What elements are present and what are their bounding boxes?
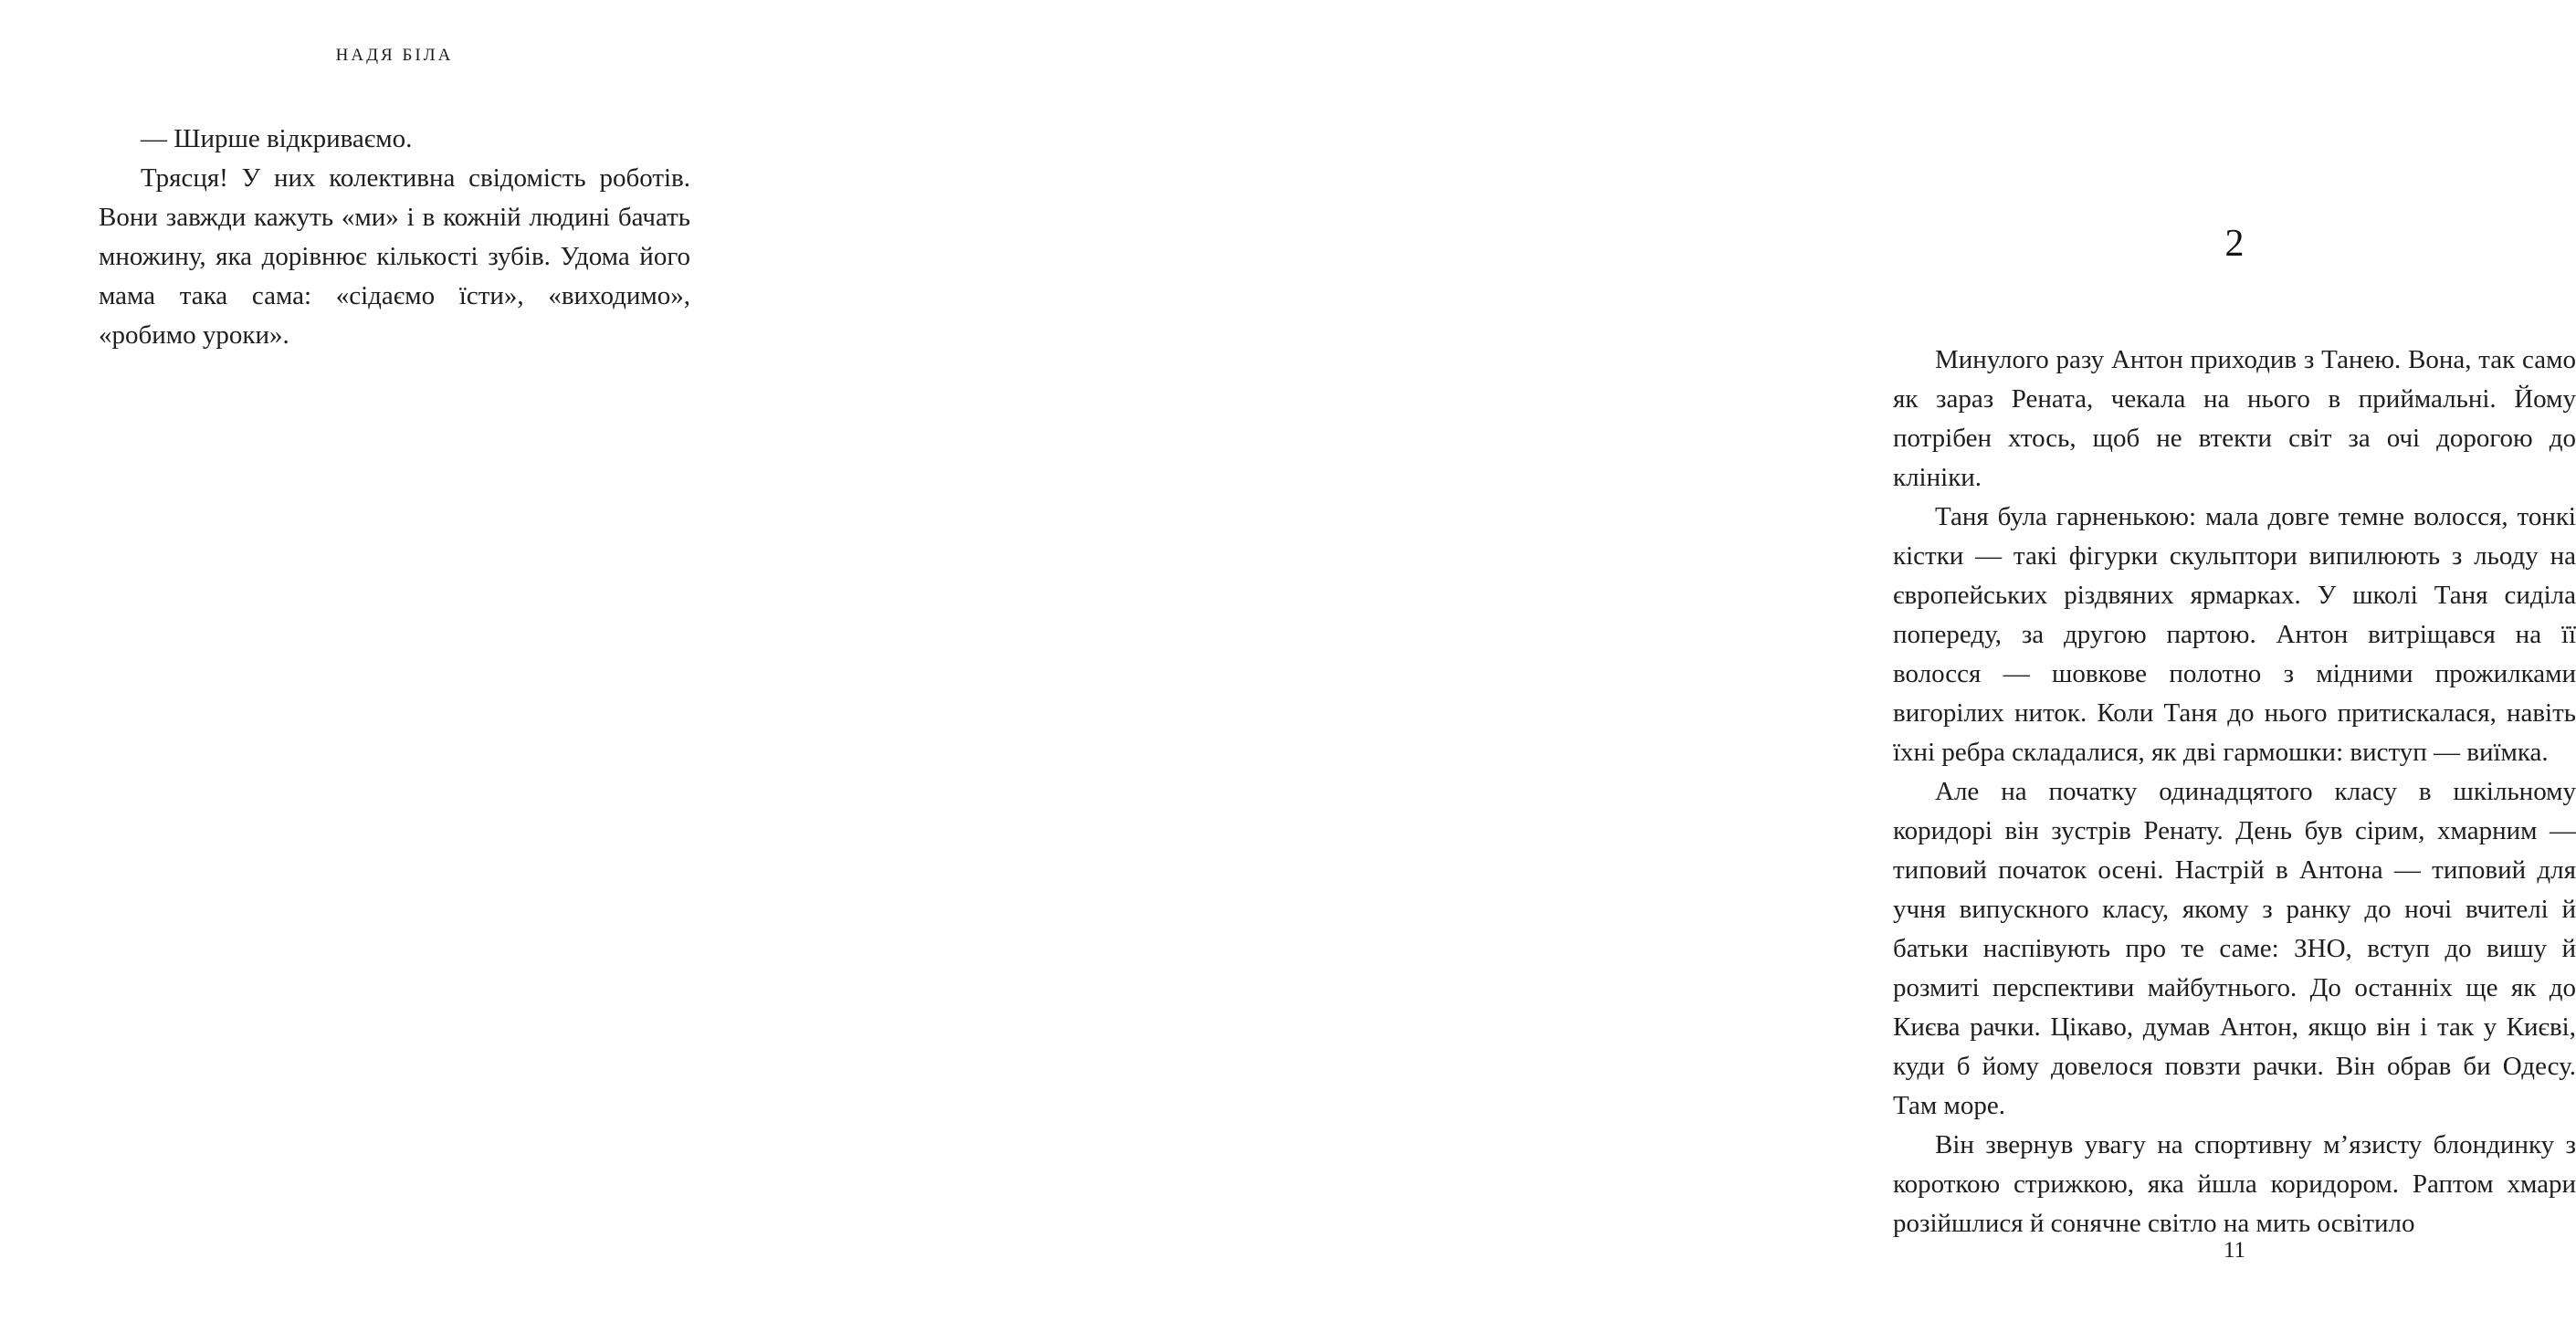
paragraph: Минулого разу Антон приходив з Танею. Вона, так само як зараз Рената, чекала на нього в приймальні. Йому потрібен хтось, щоб не втекти світ за очі дорогою до клініки. xyxy=(1893,345,2576,492)
paragraph-dialogue: — Ширше відкриваємо. xyxy=(141,124,413,153)
left-text-block xyxy=(99,120,690,355)
right-text-block xyxy=(1893,341,2576,1243)
running-header: НАДЯ БІЛА xyxy=(335,46,454,65)
left-page xyxy=(0,0,888,1332)
page-number: 11 xyxy=(2223,1238,2246,1263)
right-page xyxy=(888,0,2576,1332)
paragraph: Таня була гарненькою: мала довге темне волосся, тонкі кістки — такі фігурки скульптори випилюють з льоду на європейських різдвяних ярмарках. У школі Таня сиділа попереду, за другою партою. Антон витріщався на її волосся — шовкове полотно з мідними прожилками вигорілих ниток. Коли Таня до нього притискалася, навіть їхні ребра складалися, як дві гармошки: виступ — виїмка. xyxy=(1893,502,2576,767)
paragraph: Трясця! У них колективна свідомість роботів. Вони завжди кажуть «ми» і в кожній людині бачать множину, яка дорівнює кількості зубів. Удома його мама така сама: «сідаємо їсти», «виходимо», «робимо уроки». xyxy=(99,163,690,350)
paragraph: Він звернув увагу на спортивну м’язисту блондинку з короткою стрижкою, яка йшла коридором. Раптом хмари розійшлися й сонячне світло на мить освітило xyxy=(1893,1130,2576,1238)
chapter-number: 2 xyxy=(2224,223,2245,265)
paragraph: Але на початку одинадцятого класу в шкільному коридорі він зустрів Ренату. День був сірим, хмарним — типовий початок осені. Настрій в Антона — типовий для учня випускного класу, якому з ранку до ночі вчителі й батьки наспівують про те саме: ЗНО, вступ до вишу й розмиті перспективи майбутнього. До останніх ще як до Києва рачки. Цікаво, думав Антон, якщо він і так у Києві, куди б йому довелося повзти рачки. Він обрав би Одесу. Там море. xyxy=(1893,777,2576,1120)
